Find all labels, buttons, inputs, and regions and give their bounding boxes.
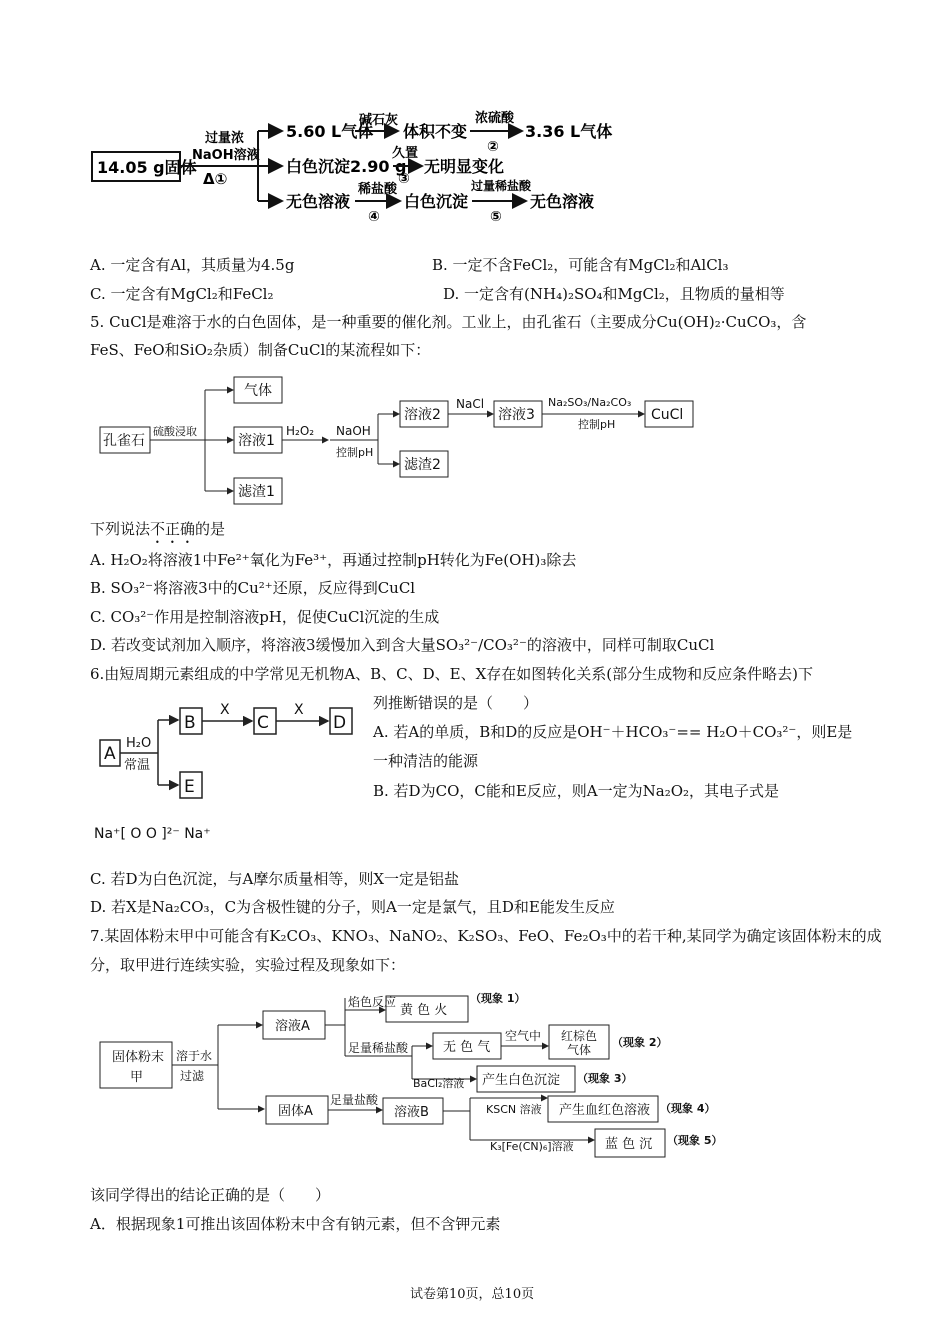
q7-kfe: K₃[Fe(CN)₆]溶液 [490,1140,574,1153]
q6-A: A [104,744,116,764]
q6-line2: 列推断错误的是（ ） [373,694,539,712]
row1-c1: 碱石灰 [359,113,399,128]
row2-c1: 久置 [392,146,419,161]
flow-product: CuCl [651,407,684,423]
q7-dissolve2: 过滤 [180,1069,205,1083]
row1-n2: ② [487,139,499,155]
cond-bot: Δ① [203,170,228,188]
q6-option-a1: A. 若A的单质，B和D的反应是OH⁻＋HCO₃⁻== H₂O＋CO₃²⁻，则E是 [373,723,853,741]
q7-line1: 7.某固体粉末甲中可能含有K₂CO₃、KNO₃、NaNO₂、K₂SO₃、FeO、Fe₂O₃中的若干种,某同学为确定该固体粉末的成 [90,927,882,945]
q6-option-a2: 一种清洁的能源 [373,752,479,770]
q6-D: D [333,713,347,733]
flow-sol2: 溶液2 [404,407,441,423]
row3-b: 白色沉淀 [404,192,469,211]
row3-c1: 稀盐酸 [358,182,398,197]
q7-white: 产生白色沉淀 [482,1073,561,1088]
q5-option-c: C. CO₃²⁻作用是控制溶液pH，促使CuCl沉淀的生成 [90,608,440,626]
q7-red2: 气体 [567,1043,592,1057]
row3-n4: ④ [368,209,380,225]
row2-a: 白色沉淀2.90 g [286,157,407,176]
q5-line1: 5. CuCl是难溶于水的白色固体，是一种重要的催化剂。工业上，由孔雀石（主要成分Cu(OH)₂·CuCO₃，含 [90,313,807,331]
row3-c: 无色溶液 [530,192,595,211]
row1-a: 5.60 L气体 [286,122,374,141]
q4-option-c: C. 一定含有MgCl₂和FeCl₂ [90,285,274,303]
q6-option-b1: B. 若D为CO，C能和E反应，则A一定为Na₂O₂，其电子式是 [373,782,780,800]
q7-hcl2: 足量盐酸 [330,1093,379,1107]
q7-gasless: 无 色 气 [443,1040,491,1055]
q6-E: E [184,777,195,797]
q7-option-a: A．根据现象1可推出该固体粉末中含有钠元素，但不含钾元素 [90,1215,501,1233]
q6-X2: X [294,702,304,718]
q5-option-a: A. H₂O₂将溶液1中Fe²⁺氧化为Fe³⁺，再通过控制pH转化为Fe(OH)₃除去 [90,551,577,569]
q4-option-b: B. 一定不含FeCl₂，可能含有MgCl₂和AlCl₃ [432,256,729,274]
q7-solidA: 固体A [278,1104,313,1119]
q7-yellow: 黄 色 火 [400,1003,448,1018]
row3-c2: 过量稀盐酸 [471,179,532,193]
q5-ask: 下列说法不正确的是 [90,520,226,538]
q7-flame: 焰色反应 [348,995,397,1009]
q6-option-c: C. 若D为白色沉淀，与A摩尔质量相等，则X一定是铝盐 [90,870,460,888]
q7-p3: （现象 3） [577,1072,633,1085]
row2-n3: ③ [398,171,410,187]
q7-dissolve1: 溶于水 [176,1049,213,1063]
flow-gas: 气体 [244,383,272,399]
q7-start2: 甲 [130,1070,144,1085]
flow-start: 孔雀石 [103,433,145,449]
q7-hcl1: 足量稀盐酸 [348,1041,409,1055]
flow-res2: 滤渣2 [404,457,441,473]
q6-cond: 常温 [124,758,151,773]
q7-p5: （现象 5） [667,1134,723,1147]
q6-electron-formula: Na⁺[ O O ]²⁻ Na⁺ [94,826,211,842]
flow-leach: 硫酸浸取 [153,425,197,438]
q7-solB: 溶液B [394,1105,429,1120]
flow-nacl: NaCl [456,397,485,411]
flow-res1: 滤渣1 [238,484,275,500]
q7-blue: 蓝 色 沉 [605,1137,653,1152]
cond-top: 过量浓 [205,131,245,146]
q7-red1: 红棕色 [561,1029,598,1043]
q5-option-d: D. 若改变试剂加入顺序，将溶液3缓慢加入到含大量SO₃²⁻/CO₃²⁻的溶液中，同样可制取CuCl [90,636,715,654]
row1-b: 体积不变 [403,122,468,141]
flow-h2o2: H₂O₂ [286,424,315,438]
q5-line2: FeS、FeO和SiO₂杂质）制备CuCl的某流程如下： [90,341,431,359]
q5-option-b: B. SO₃²⁻将溶液3中的Cu²⁺还原，反应得到CuCl [90,579,416,597]
q6-option-d: D. 若X是Na₂CO₃，C为含极性键的分子，则A一定是氯气，且D和E能发生反应 [90,898,615,916]
start-solid-label: 14.05 g固体 [97,158,197,177]
q6-B: B [184,713,196,733]
flow-naoh: NaOH [336,424,371,438]
q6-C: C [257,713,269,733]
q6-X1: X [220,702,230,718]
q7-start1: 固体粉末 [112,1050,165,1065]
q7-solA: 溶液A [275,1019,310,1034]
q7-line2: 分，取甲进行连续实验，实验过程及现象如下： [90,956,406,974]
q7-bacl2: BaCl₂溶液 [413,1077,465,1090]
q7-p4: （现象 4） [660,1102,716,1115]
q7-kscn: KSCN 溶液 [486,1103,542,1116]
flow-sol3: 溶液3 [498,407,535,423]
row1-c: 3.36 L气体 [525,122,613,141]
q4-option-a: A. 一定含有Al，其质量为4.5g [90,256,295,274]
q7-air: 空气中 [505,1029,542,1043]
row1-c2: 浓硫酸 [475,111,515,126]
q7-blood: 产生血红色溶液 [559,1103,651,1118]
flow-ph2: 控制pH [578,418,616,431]
flow-ph1: 控制pH [336,446,374,459]
flow-sol1: 溶液1 [238,433,275,449]
page-footer: 试卷第10页，总10页 [410,1287,535,1302]
flow-reag: Na₂SO₃/Na₂CO₃ [548,396,632,409]
q7-p1: （现象 1） [470,992,526,1005]
q6-h2o: H₂O [126,736,152,751]
cond-mid: NaOH溶液 [192,148,260,163]
row3-a: 无色溶液 [286,192,351,211]
row2-b: 无明显变化 [424,157,505,176]
q4-option-d: D. 一定含有(NH₄)₂SO₄和MgCl₂，且物质的量相等 [443,285,785,303]
row3-n5: ⑤ [490,209,502,225]
q7-ask: 该同学得出的结论正确的是（ ） [90,1186,331,1204]
q6-line1: 6.由短周期元素组成的中学常见无机物A、B、C、D、E、X存在如图转化关系(部分生成物和反应条件略去)下 [90,665,814,683]
q7-p2: （现象 2） [612,1036,668,1049]
